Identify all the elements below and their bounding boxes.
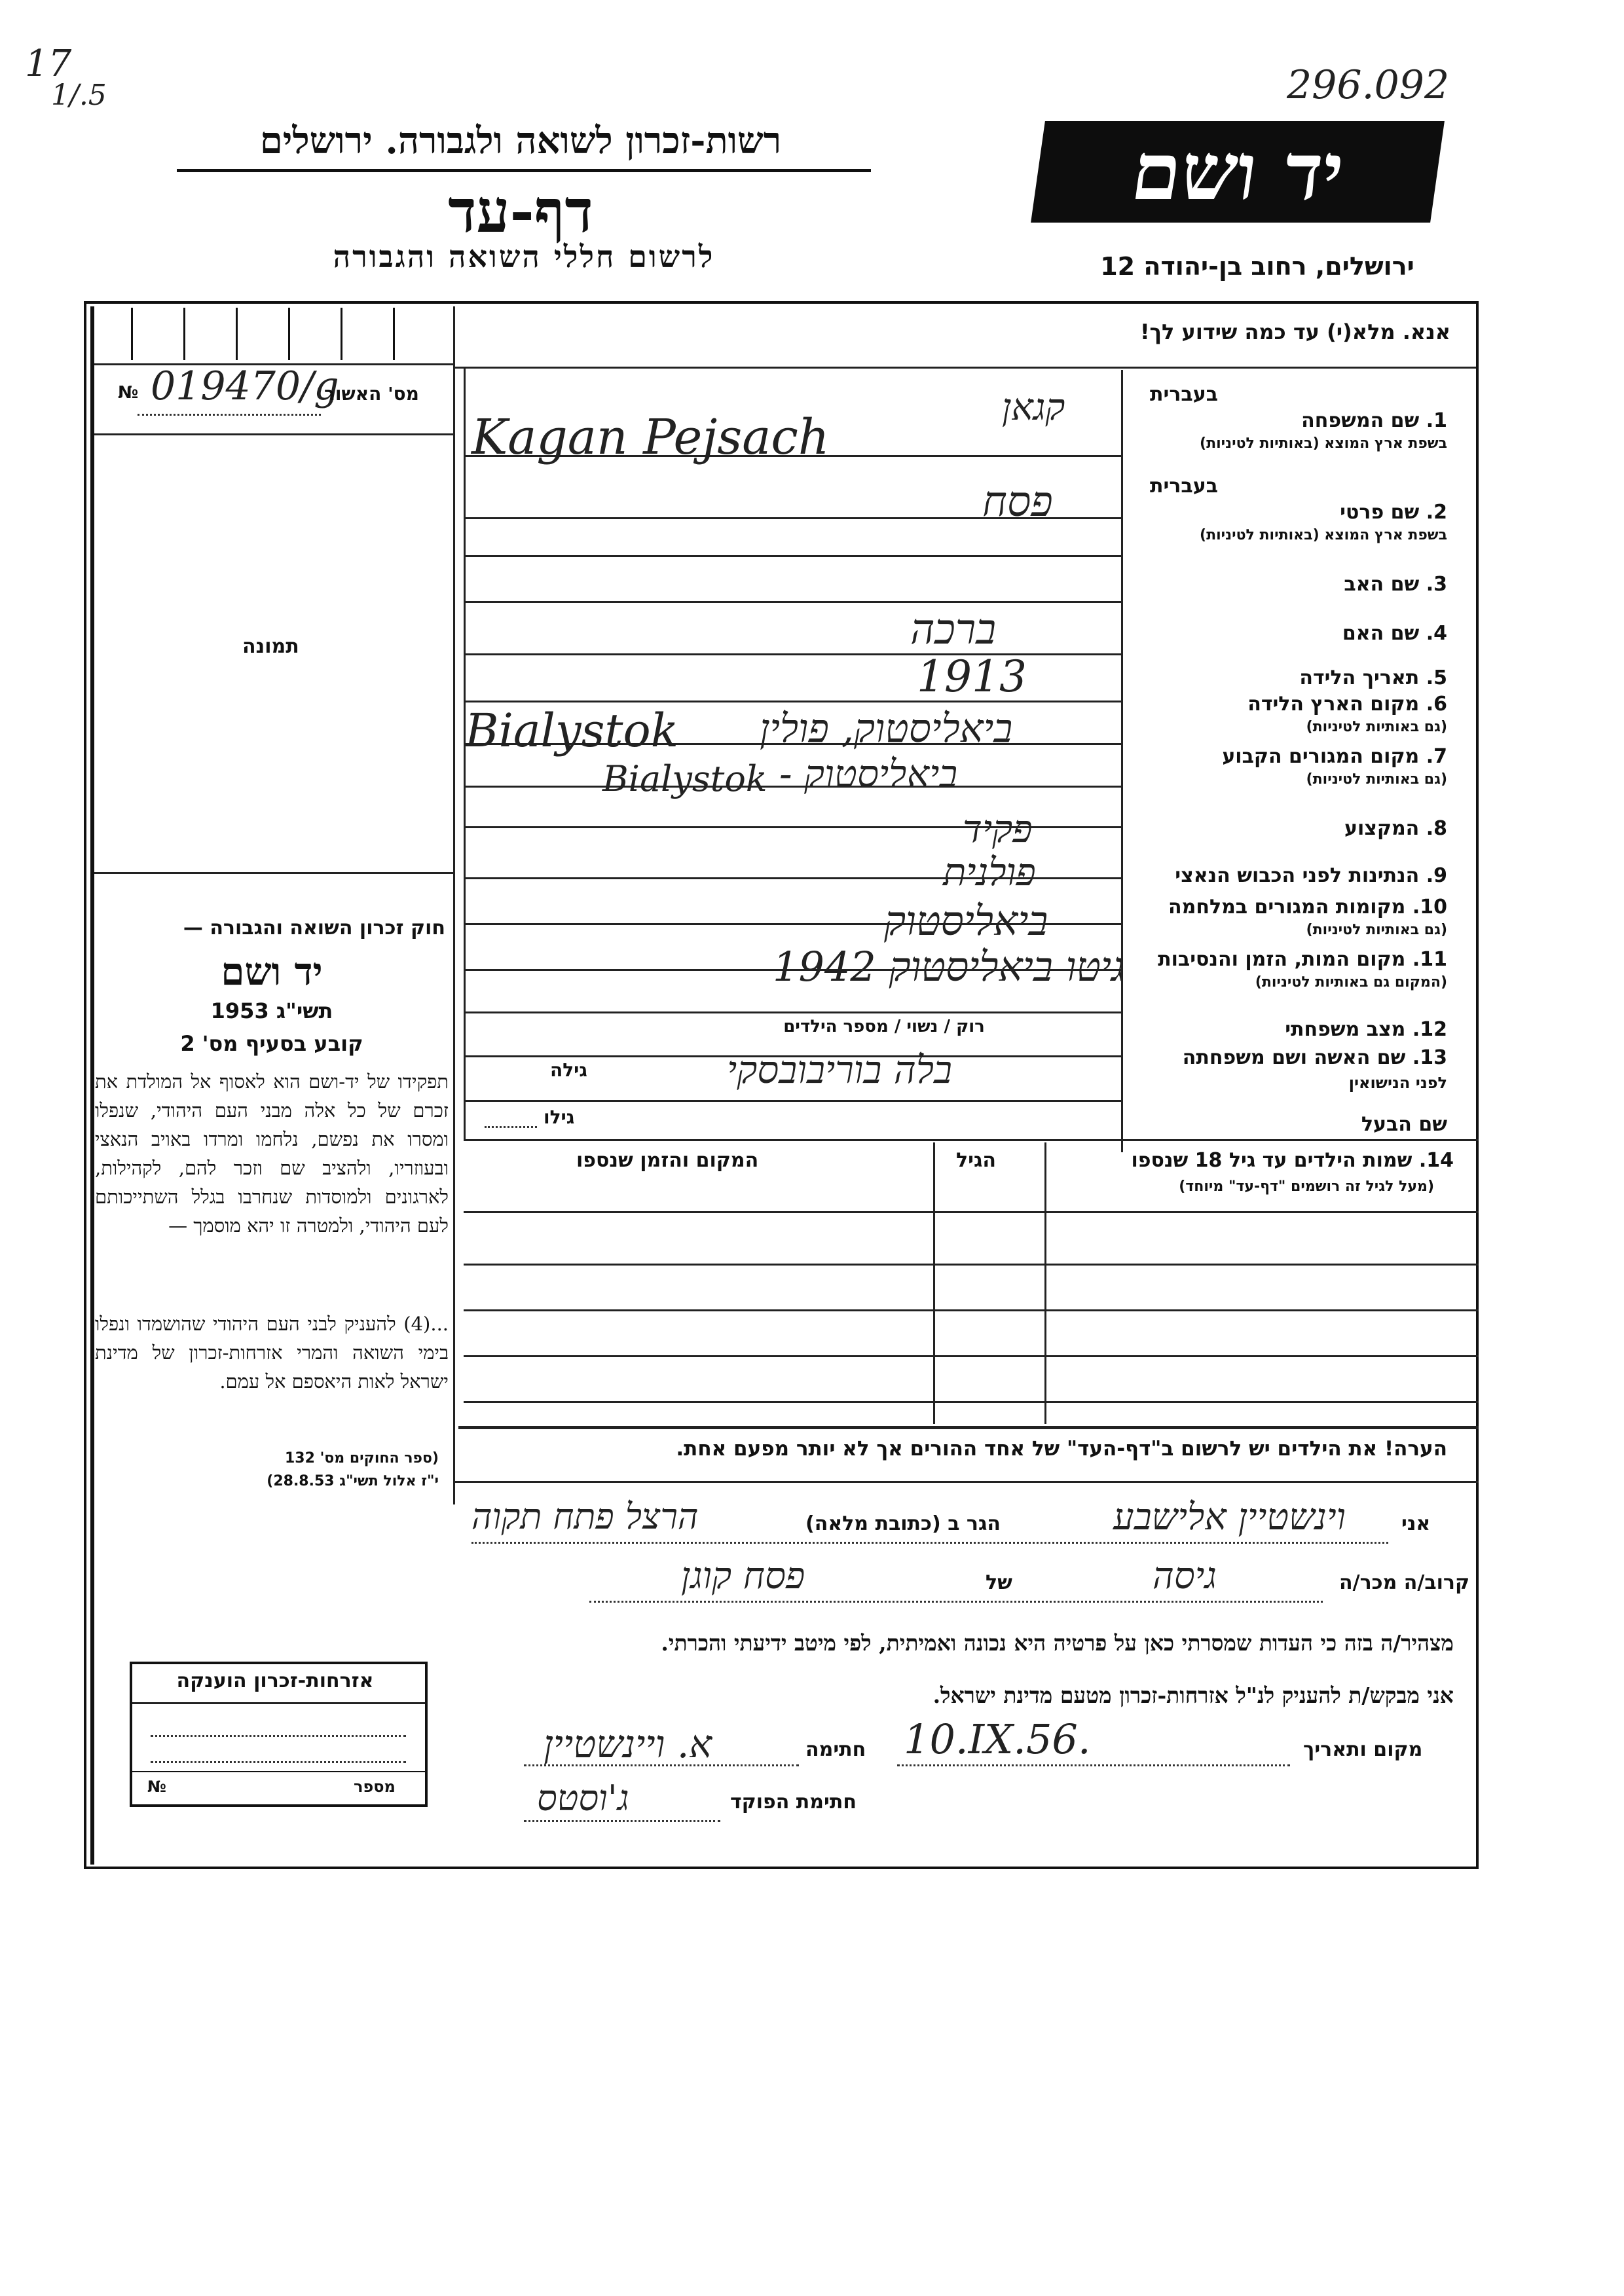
law-title: חוק זכרון השואה והגבורה — (183, 917, 445, 939)
official-dots (524, 1820, 720, 1822)
official-signature: ג'וסטס (537, 1777, 629, 1819)
serial-no-sign: № (118, 383, 139, 403)
law-ref-1: (ספר החוקים מס' 132 (284, 1450, 439, 1467)
law-clause: ...(4) להעניק לבני העם היהודי שהושמדו ונפלו בימי השואה והמרי אזרחות-זכרון של מדינת ישראל לאות היאספם אל עמם. (95, 1313, 449, 1393)
declarant-dots (471, 1542, 1388, 1544)
marital-status-options: רוק / נשוי / מספר הילדים (783, 1017, 985, 1036)
children-sub: (מעל לגיל זה רושמים "דף-עד" מיוחד) (1179, 1178, 1434, 1195)
of-person-value: פסח קוגן (681, 1555, 805, 1597)
residence-latin: Bialystok (602, 758, 767, 799)
frame-inner-left (90, 306, 94, 1865)
husband-label: שם הבעל (1361, 1113, 1447, 1136)
serial-dotted (138, 414, 321, 416)
form-title: דף-עד (448, 177, 593, 246)
children-place-col: המקום והזמן שנספו (576, 1149, 759, 1172)
date-value: 10.IX.56. (904, 1715, 1091, 1763)
field-6-sub: (גם באותיות לטיניות) (1306, 719, 1447, 735)
note-line (453, 1481, 1479, 1483)
form-subtitle: לרשום חללי השואה והגבורה (333, 239, 715, 274)
relative-dots (589, 1601, 1323, 1603)
field-13-sub: לפני הנישואין (1348, 1074, 1447, 1092)
children-col-2 (933, 1142, 935, 1424)
date-dots (897, 1764, 1290, 1766)
declarant-ani: אני (1401, 1512, 1431, 1535)
birthplace-latin: Bialystok (465, 704, 679, 757)
children-age-col: הגיל (956, 1149, 996, 1172)
field-11-label: 11. מקום המות, הזמן והנסיבות (1158, 948, 1447, 971)
note-text: הערה! את הילדים יש לרשום ב"דף-העד" של אחד ההורים אך לא יותר מפעם אחת. (676, 1437, 1447, 1461)
serial-label: מס' האשור (324, 383, 419, 405)
official-signature-label: חתימת הפוקד (730, 1791, 857, 1813)
field-7-label: 7. מקום המגורים הקבוע (1222, 745, 1447, 768)
corner-note: 17 (25, 43, 72, 85)
field-1-sub: בשפת ארץ המוצא (באותיות לטיניות) (1200, 435, 1447, 452)
signature-value: א. ויינשטיין (544, 1722, 712, 1766)
reference-number: 296.092 (1287, 62, 1450, 108)
birth-year-value: 1913 (917, 651, 1027, 702)
death-place-value: גיטו ביאליסטוק 1942 (773, 943, 1125, 991)
relative-label: קרוב/ה מכר/ה (1339, 1571, 1470, 1594)
row-line (464, 1139, 1479, 1141)
serial-value: 019470/g (151, 363, 339, 409)
signature-label: חתימה (805, 1738, 866, 1761)
declarant-resides: הגר ב (כתובת מלאה) (805, 1512, 1001, 1535)
law-year: תשי"ג 1953 (210, 998, 333, 1023)
declarant-address: הרצל פתח תקוה (471, 1496, 699, 1537)
authority-name: רשות-זכרון לשואה ולגבורה. ירושלים (259, 119, 782, 162)
field-3-label: 3. שם האב (1344, 573, 1447, 596)
surname-latin: Kagan Pejsach (471, 409, 830, 465)
place-date-label: מקום ותאריך (1303, 1738, 1423, 1761)
occupation-value: פקיד (963, 807, 1033, 851)
serial-bottom-line (94, 433, 453, 435)
children-label: 14. שמות הילדים עד גיל 18 שנספו (1131, 1149, 1454, 1172)
row-line (464, 1100, 1122, 1102)
field-7-sub: (גם באותיות לטיניות) (1306, 771, 1447, 788)
declaration-text: מצהיר/ה בזה כי העדות שמסרתי כאן על פרטיה היא נכונה ואמיתית, לפי מיטב ידיעתי והכרתי. (661, 1630, 1454, 1656)
signature-dots (524, 1764, 799, 1766)
field-2-sub: בשפת ארץ המוצא (באותיות לטיניות) (1200, 527, 1447, 543)
wife-age-label: גילה (550, 1059, 587, 1081)
surname-hebrew: קגאן (1002, 386, 1065, 429)
law-brand: יד ושם (221, 949, 323, 994)
citizenship-number-divider (132, 1771, 425, 1772)
field-11-sub: (המקום גם באותיות לטיניות) (1255, 974, 1447, 991)
declarant-name: וינשטיין אלישבע (1113, 1496, 1346, 1539)
serial-ticks (98, 308, 452, 365)
husband-age-label: גילו (544, 1106, 575, 1128)
citizenship-dots-2 (151, 1761, 406, 1763)
citizenship-dots-1 (151, 1735, 406, 1737)
husband-age-dots (485, 1126, 537, 1128)
field-10-label: 10. מקומות המגורים במלחמה (1168, 896, 1447, 919)
children-col-1 (1044, 1142, 1046, 1424)
field-1-label: 1. שם המשפחה (1301, 409, 1447, 432)
children-row-line (464, 1211, 1479, 1213)
children-row-line (464, 1401, 1479, 1403)
nationality-value: פולנית (943, 850, 1036, 894)
authority-underline (177, 169, 871, 172)
citizenship-number-label: מספר (354, 1777, 396, 1796)
corner-note-2: 1/.5 (51, 79, 107, 112)
hebrew-label: בעברית (1150, 383, 1218, 406)
hebrew-label-2: בעברית (1150, 475, 1218, 498)
field-13-label: 13. שם האשה ושם משפחתה (1182, 1046, 1447, 1069)
children-row-line (464, 1264, 1479, 1266)
photo-label: תמונה (242, 635, 299, 658)
wife-name-value: בלה בוריבובסקי (727, 1048, 952, 1092)
row-line (464, 555, 1122, 557)
residence-value: ביאליסטוק - (779, 752, 958, 796)
citizenship-title-line (132, 1702, 425, 1704)
field-4-label: 4. שם האם (1342, 622, 1447, 645)
photo-bottom-line (94, 872, 453, 874)
children-row-line (464, 1355, 1479, 1357)
relation-value: גיסה (1153, 1555, 1217, 1597)
field-5-label: 5. תאריך הלידה (1299, 666, 1447, 689)
field-9-label: 9. הנתינות לפני הכבוש הנאצי (1175, 864, 1447, 887)
left-column-divider (453, 306, 455, 1504)
law-section: קובע בסעיף מס' 2 (180, 1031, 363, 1056)
intro-line (453, 367, 1476, 369)
children-bottom-line (458, 1426, 1479, 1429)
field-12-label: 12. מצב משפחתי (1285, 1018, 1447, 1041)
label-column-divider (1121, 370, 1123, 1152)
intro-text: אנא. מלא(י) עד כמה שידוע לך! (1139, 319, 1450, 344)
law-text: תפקידו של יד-ושם הוא לאסוף אל המולדת את זכרם של כל אלה מבני העם היהודי, שנפלו ומסרו את נפשם, נלחמו ומרדו באויב הנאצי ובעוזריו, ולהציב שם וזכר להם, לקהילות, לארגונים ולמוסדות שנחרבו בגלל השתייכותם לעם היהודי, ולמטרה זו יהא מוסמך — (95, 1070, 449, 1237)
request-text: אני מבקש/ת להעניק לנ"ל אזרחות-זכרון מטעם מדינת ישראל. (932, 1683, 1454, 1708)
wartime-residence-value: ביאליסטוק (884, 897, 1048, 945)
field-6-label: 6. מקום הארץ הלידה (1247, 693, 1447, 716)
of-label: של (986, 1571, 1012, 1594)
mother-name-value: ברכה (910, 606, 997, 654)
field-10-sub: (גם באותיות לטיניות) (1306, 922, 1447, 938)
first-name-value: פסח (982, 478, 1053, 526)
citizenship-title: אזרחות-זכרון הוענקה (176, 1669, 374, 1692)
field-2-label: 2. שם פרטי (1340, 501, 1447, 524)
children-row-line (464, 1309, 1479, 1311)
citizenship-number-sign: № (147, 1777, 166, 1796)
address: ירושלים, רחוב בן-יהודה 12 (1100, 252, 1414, 281)
yad-vashem-logo: יד ושם (1031, 121, 1445, 223)
law-ref-2: י"ז אלול תשי"ג 28.8.53) (267, 1473, 439, 1489)
field-8-label: 8. המקצוע (1344, 817, 1447, 840)
row-line (464, 1011, 1122, 1013)
row-line (464, 601, 1122, 603)
birthplace-value: ביאליסטוק, פולין (760, 706, 1013, 752)
